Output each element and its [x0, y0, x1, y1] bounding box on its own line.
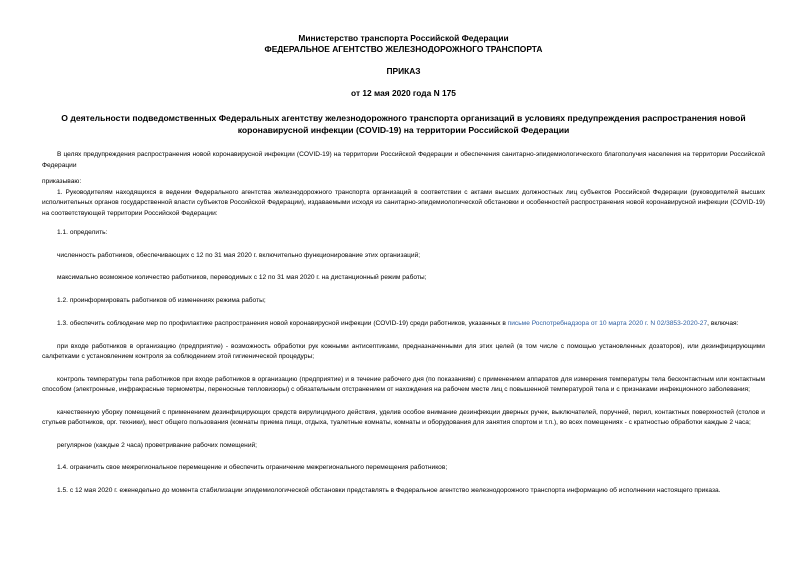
measure-cleaning: качественную уборку помещений с применением дезинфицирующих средств вирулицидного действия, уделив особое внимание дезинфекции дверных ручек, выключателей, поручней, перил, контактных поверхностей (столов и стульев работников, орг. техники), мест общего пользования (комнаты приема пищи, отдыха, туалетные комнаты, комнаты и оборудования для занятия спортом и т.п.), во всех помещениях - с кратностью обработки каждые 2 часа;: [42, 408, 765, 426]
order-word: приказываю:: [42, 178, 82, 185]
paragraph-1-3-text: 1.3. обеспечить соблюдение мер по профилактике распространения новой коронавирусной инфекции (COVID-19) среди работников, указанных в: [57, 320, 508, 327]
paragraph-1-1-a: численность работников, обеспечивающих с 12 по 31 мая 2020 г. включительно функционирование этих организаций;: [57, 251, 421, 259]
document-title: О деятельности подведомственных Федеральных агентству железнодорожного транспорта организаций в условиях предупреждения распространения новой коронавирусной инфекции (COVID-19) на территории Российской Федерации: [61, 113, 746, 135]
paragraph-1-2: 1.2. проинформировать работников об изменениях режима работы;: [57, 296, 266, 304]
paragraph-1-4: 1.4. ограничить свое межрегиональное перемещение и обеспечить ограничение межрегионального перемещения работников;: [57, 464, 448, 471]
paragraph-1: 1. Руководителям находящихся в ведении Федерального агентства железнодорожного транспорта организаций в соответствии с актами высших должностных лиц субъектов Российской Федерации (руководителей высших исполнительных органов государственной власти субъектов Российской Федерации), издаваемыми исходя из санитарно-эпидемиологической обстановки и особенностей распространения новой коронавирусной инфекции (COVID-19) на соответствующей территории Российской Федерации:: [42, 188, 765, 217]
ministry-name: Министерство транспорта Российской Федерации: [298, 33, 509, 43]
measure-temperature-control: контроль температуры тела работников при входе работников в организацию (предприятие) и в течение рабочего дня (по показаниям) с применением аппаратов для измерения температуры тела бесконтактным или контактным способом (электронные, инфракрасные термометры, переносные тепловизоры) с обязательным отстранением от нахождения на рабочем месте лиц с повышенной температурой тела и с признаками инфекционного заболевания;: [42, 375, 765, 393]
rospotrebnadzor-letter-link[interactable]: письме Роспотребнадзора от 10 марта 2020 г. N 02/3853-2020-27: [507, 320, 708, 327]
paragraph-1-5: 1.5. с 12 мая 2020 г. еженедельно до момента стабилизации эпидемиологической обстановки представлять в Федеральное агентство железнодорожного транспорта информацию об исполнении настоящего приказа.: [57, 486, 721, 494]
paragraph-1-3: [42, 319, 765, 330]
paragraph-1-1: 1.1. определить:: [57, 229, 108, 236]
agency-name: ФЕДЕРАЛЬНОЕ АГЕНТСТВО ЖЕЛЕЗНОДОРОЖНОГО ТРАНСПОРТА: [264, 44, 543, 54]
intro-paragraph: В целях предупреждения распространения новой коронавирусной инфекции (COVID-19) на территории Российской Федерации и обеспечения санитарно-эпидемиологического благополучия населения на территории Российской Федерации: [42, 151, 765, 169]
paragraph-1-3-tail: , включая:: [707, 320, 739, 327]
measure-ventilation: регулярное (каждые 2 часа) проветривание рабочих помещений;: [57, 441, 258, 449]
document-body: [42, 150, 765, 496]
measure-hand-sanitizing: при входе работников в организацию (предприятие) - возможность обработки рук кожными антисептиками, предназначенными для этих целей (в том числе с помощью установленных дозаторов), или дезинфицирующими салфетками с установлением контроля за соблюдением этой гигиенической процедуры;: [42, 342, 765, 360]
paragraph-1-1-b: максимально возможное количество работников, переводимых с 12 по 31 мая 2020 г. на дистанционный режим работы;: [57, 274, 427, 281]
document-type: ПРИКАЗ: [386, 66, 421, 76]
document-date-number: от 12 мая 2020 года N 175: [351, 88, 456, 98]
